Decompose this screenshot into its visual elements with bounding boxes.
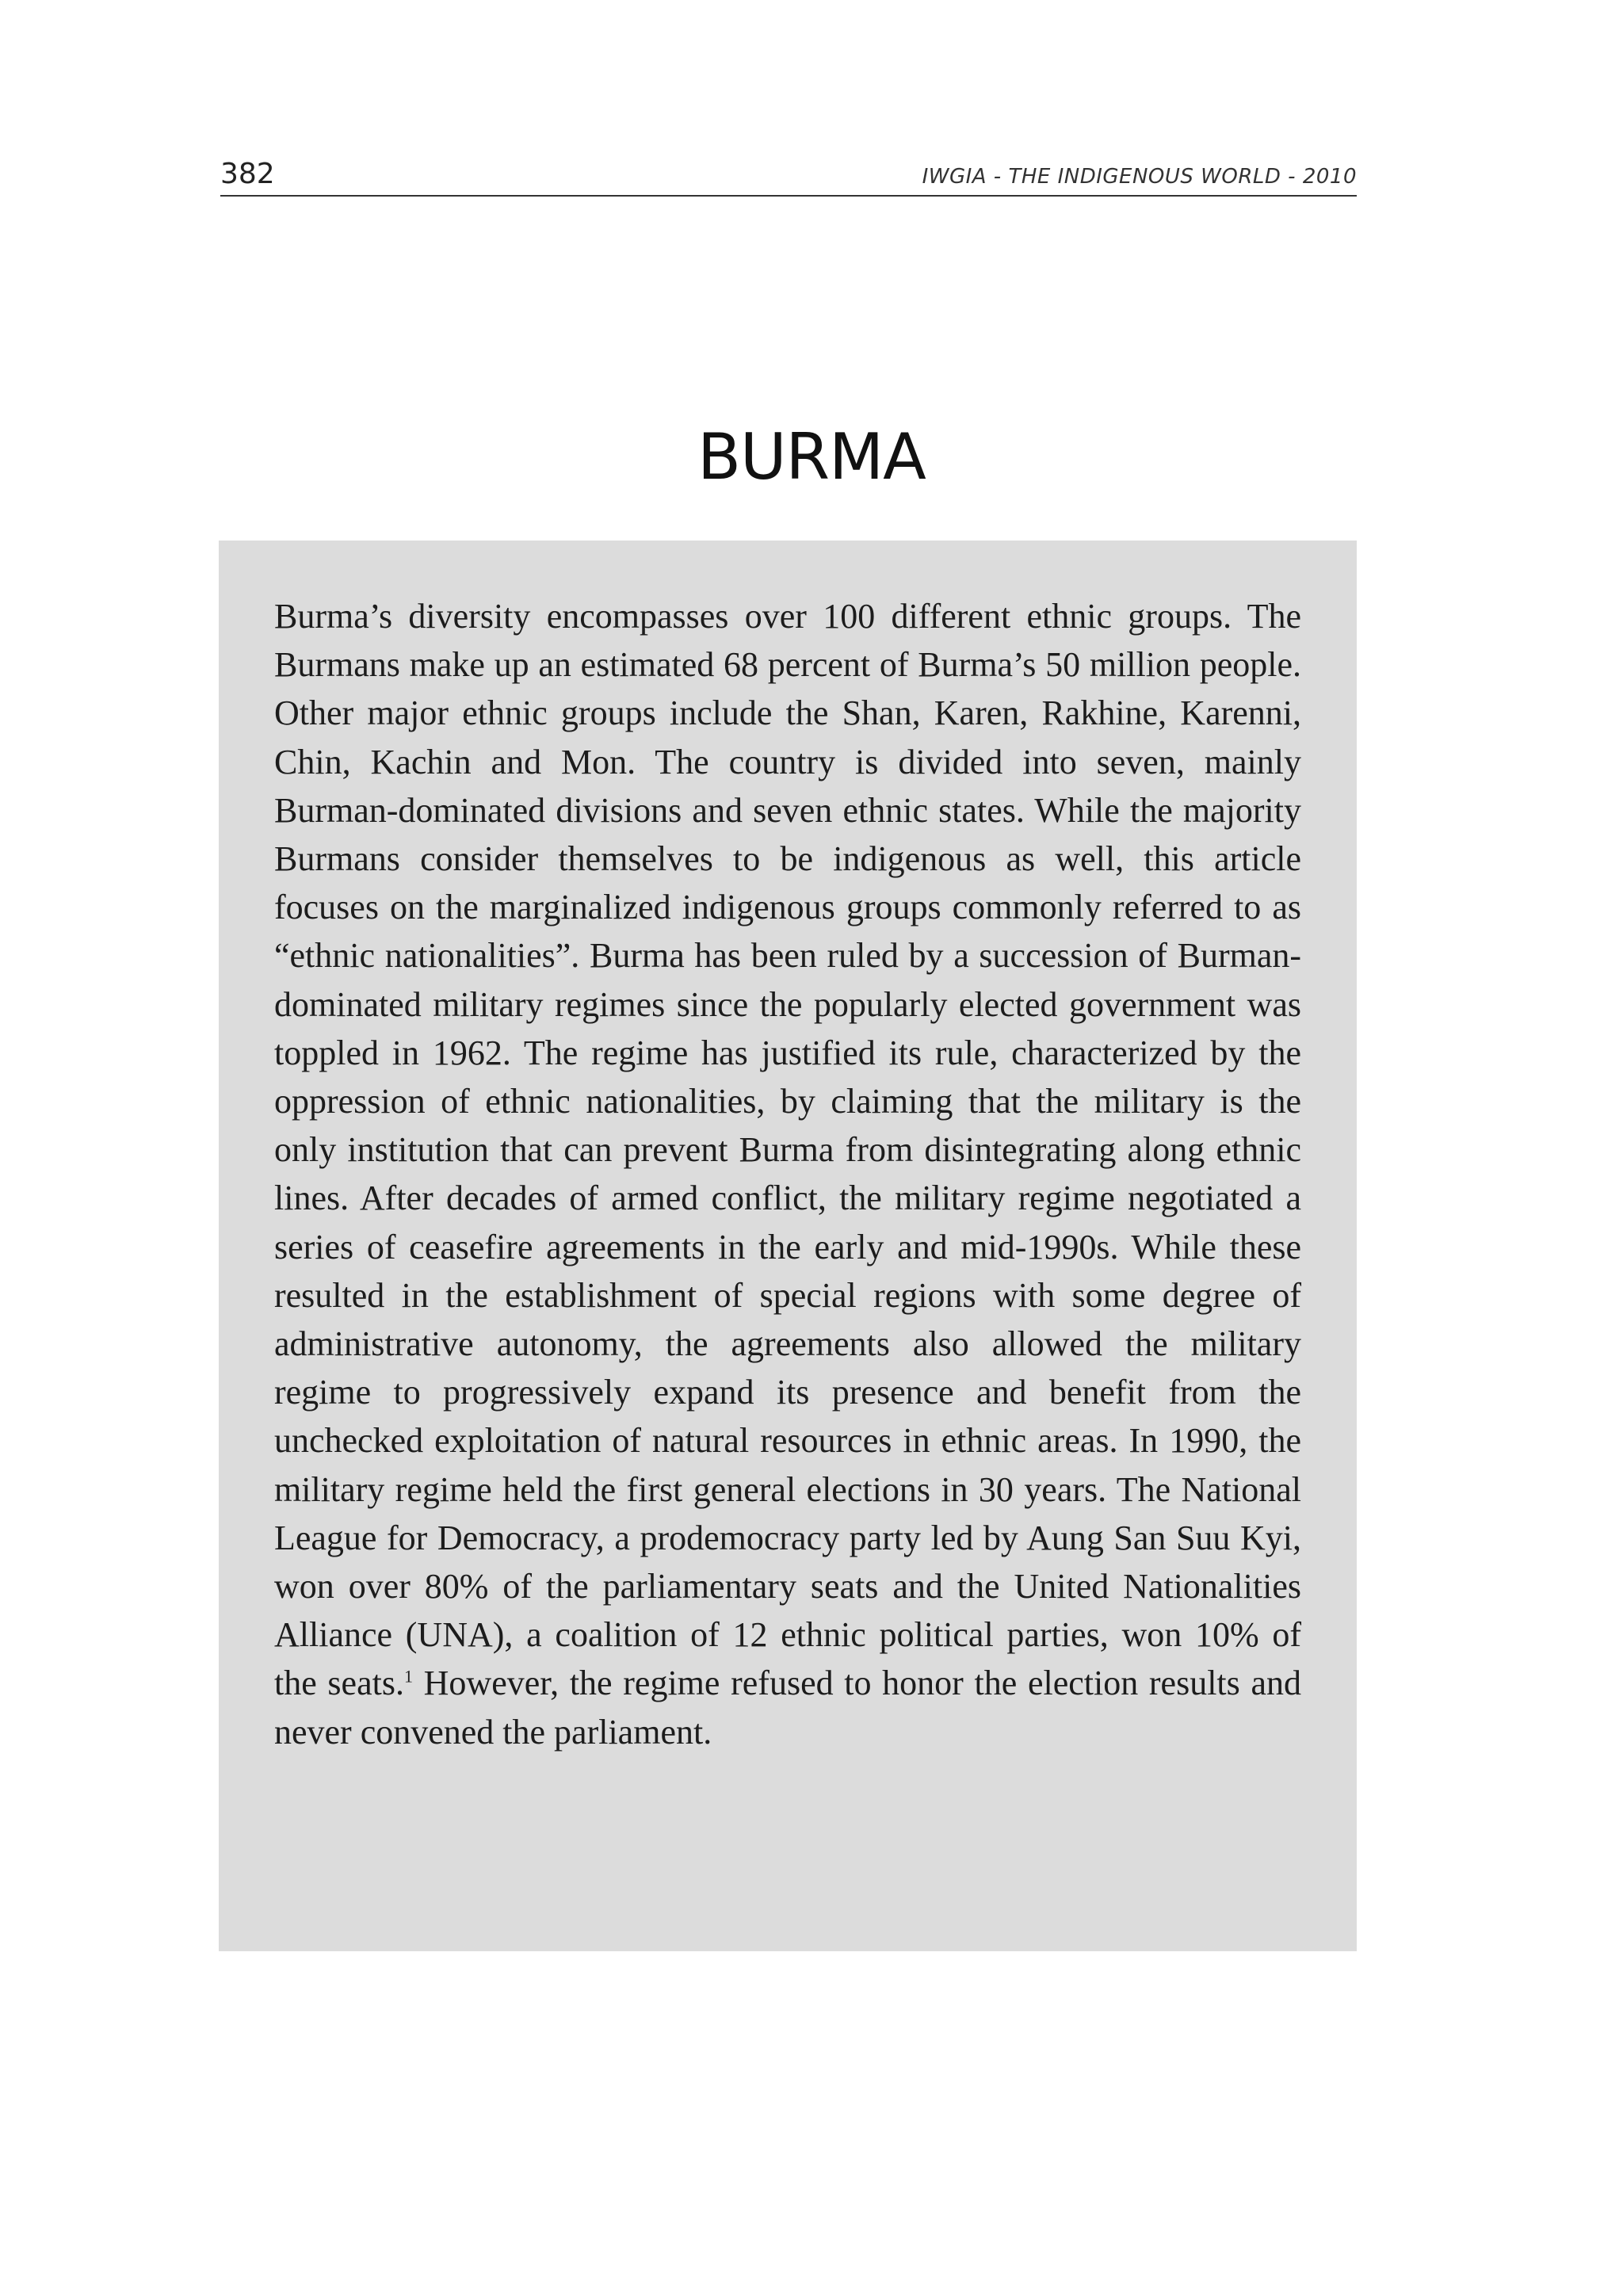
running-head: IWGIA - THE INDIGENOUS WORLD - 2010 <box>922 165 1357 189</box>
summary-text-part2: However, the regime refused to honor the election results and never convened the parliament. <box>274 1664 1301 1752</box>
chapter-title: BURMA <box>697 420 926 494</box>
page-number: 382 <box>220 158 275 190</box>
footnote-reference[interactable]: 1 <box>403 1666 413 1687</box>
summary-box <box>219 541 1357 1951</box>
page-header <box>220 151 1357 197</box>
summary-text-part1: Burma’s diversity encompasses over 100 different ethnic groups. The Burmans make up an estimated 68 percent of Burma’s 50 million people. Other major ethnic groups include the Shan, Karen, Rakhine, Karenni, Chin, Kachin and Mon. The country is divided into seven, mainly Burman-dominated divisions and seven ethnic states. While the majority Burmans consider themselves to be indigenous as well, this article focuses on the marginalized indigenous groups commonly referred to as “ethnic nationalities”. Burma has been ruled by a succession of Burman-dominated military regimes since the popularly elected government was toppled in 1962. The regime has justified its rule, characterized by the oppression of ethnic nationalities, by claiming that the military is the only institution that can prevent Burma from disintegrating along ethnic lines. After decades of armed conflict, the military regime negotiated a series of ceasefire agreements in the early and mid-1990s. While these resulted in the establishment of special regions with some degree of administrative autonomy, the agreements also allowed the military regime to progressively expand its presence and benefit from the unchecked exploitation of natural resources in ethnic areas. In 1990, the military regime held the first general elections in 30 years. The National League for Democracy, a prodemocracy party led by Aung San Suu Kyi, won over 80% of the parliamentary seats and the United Nationalities Alliance (UNA), a coalition of 12 ethnic political parties, won 10% of the seats. <box>274 597 1301 1703</box>
summary-paragraph <box>274 592 1301 1756</box>
